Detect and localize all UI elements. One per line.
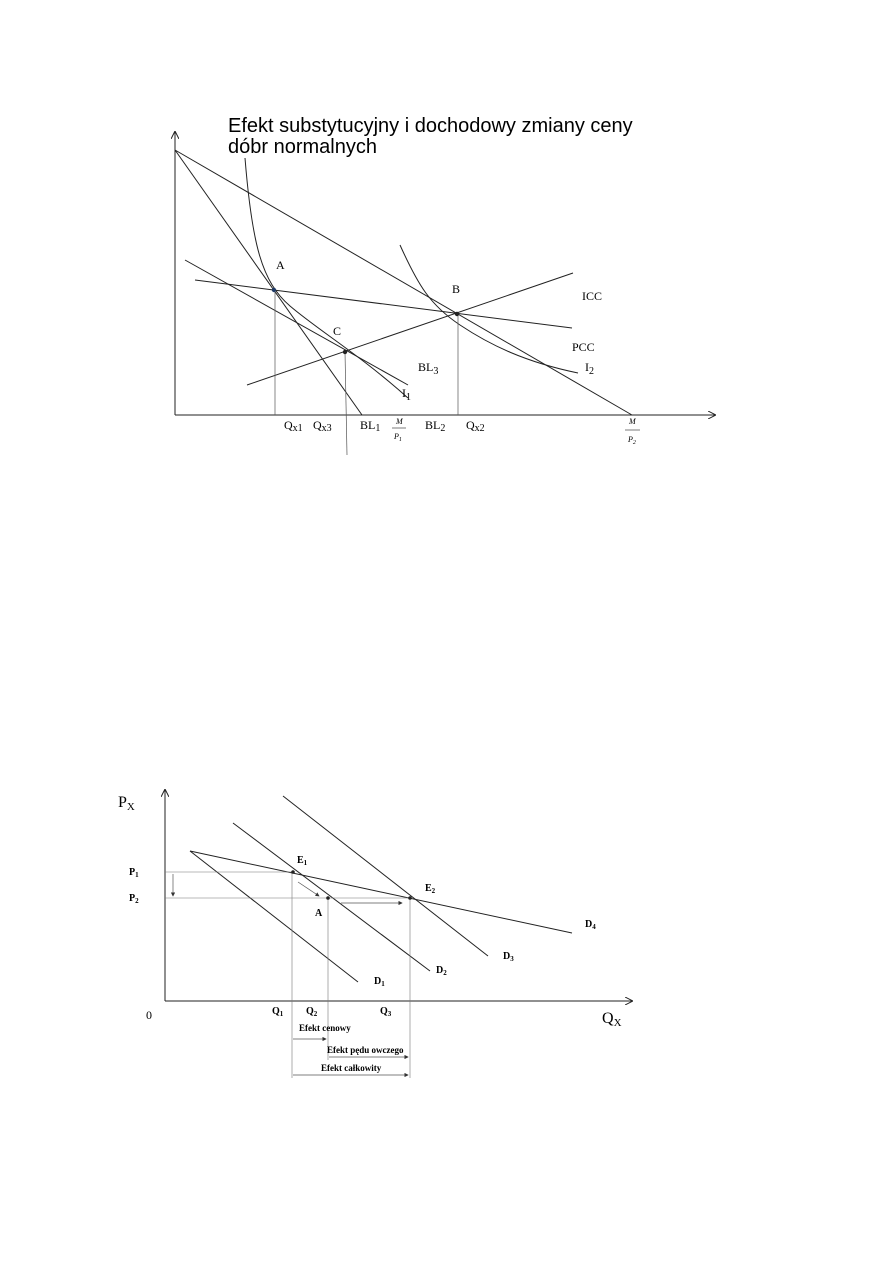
svg-text:M: M <box>629 417 636 426</box>
label-e1: $E_1$ <box>297 855 308 867</box>
label-q3: $Q_3$ <box>380 1006 392 1018</box>
label-p1: $P_1$ <box>129 867 139 879</box>
point-c <box>343 350 347 354</box>
label-d3: $D_3$ <box>503 951 514 963</box>
svg-text:P1: $P_1$ <box>394 432 402 443</box>
label-a2: A <box>315 908 323 919</box>
guide-qx3 <box>345 352 347 455</box>
label-e2: $E_2$ <box>425 883 436 895</box>
fraction-m-over-p1 <box>392 417 406 443</box>
label-qx-axis: QX <box>602 1010 622 1029</box>
movement-arrow-e1-a <box>298 882 319 896</box>
label-qx2: Qx2 <box>466 418 485 434</box>
label-q2: $Q_2$ <box>306 1006 318 1018</box>
indifference-curve-i1 <box>245 158 408 398</box>
label-point-c: C <box>333 324 342 338</box>
budget-line-bl1 <box>175 150 362 415</box>
demand-d4 <box>190 851 572 933</box>
demand-d3 <box>283 796 488 956</box>
label-q1: $Q_1$ <box>272 1006 284 1018</box>
svg-text:P2: $P_2$ <box>628 435 636 446</box>
substitution-income-effect-diagram <box>0 0 893 480</box>
demand-d1 <box>190 851 358 982</box>
label-i1: $I_1$ <box>402 386 411 403</box>
label-qx3: Qx3 <box>313 418 332 434</box>
icc-line <box>247 273 573 385</box>
label-pcc: PCC <box>572 340 595 354</box>
svg-text:M: M <box>396 417 403 426</box>
fraction-m-over-p2 <box>625 417 640 446</box>
label-i2: $I_2$ <box>585 360 594 377</box>
point-a <box>272 288 276 292</box>
label-bl2: BL2 <box>425 418 446 434</box>
label-effect-total: Efekt całkowity <box>321 1063 382 1073</box>
label-icc: ICC <box>582 289 603 303</box>
label-px-axis: PX <box>118 794 135 813</box>
point-a2 <box>326 896 330 900</box>
point-e1 <box>291 870 295 874</box>
diagram1-title-line2: dóbr normalnych <box>228 136 377 158</box>
label-effect-price: Efekt cenowy <box>299 1023 351 1033</box>
label-effect-bandwagon: Efekt pędu owczego <box>327 1045 404 1055</box>
budget-line-bl2 <box>175 150 632 415</box>
budget-line-bl3 <box>185 260 408 385</box>
point-e2 <box>408 896 412 900</box>
label-d1: $D_1$ <box>374 976 385 988</box>
point-b <box>455 312 459 316</box>
label-d2: $D_2$ <box>436 965 447 977</box>
label-p2: $P_2$ <box>129 893 139 905</box>
diagram1-title-line1: Efekt substytucyjny i dochodowy zmiany ceny <box>228 115 633 137</box>
label-bl3: $BL_3$ <box>418 360 439 377</box>
label-d4: $D_4$ <box>585 919 596 931</box>
pcc-line <box>195 280 572 328</box>
label-qx1: Qx1 <box>284 418 303 434</box>
label-origin: 0 <box>146 1008 152 1022</box>
label-point-a: A <box>276 258 285 272</box>
label-bl1: BL1 <box>360 418 381 434</box>
demand-d2 <box>233 823 430 971</box>
label-point-b: B <box>452 282 461 296</box>
